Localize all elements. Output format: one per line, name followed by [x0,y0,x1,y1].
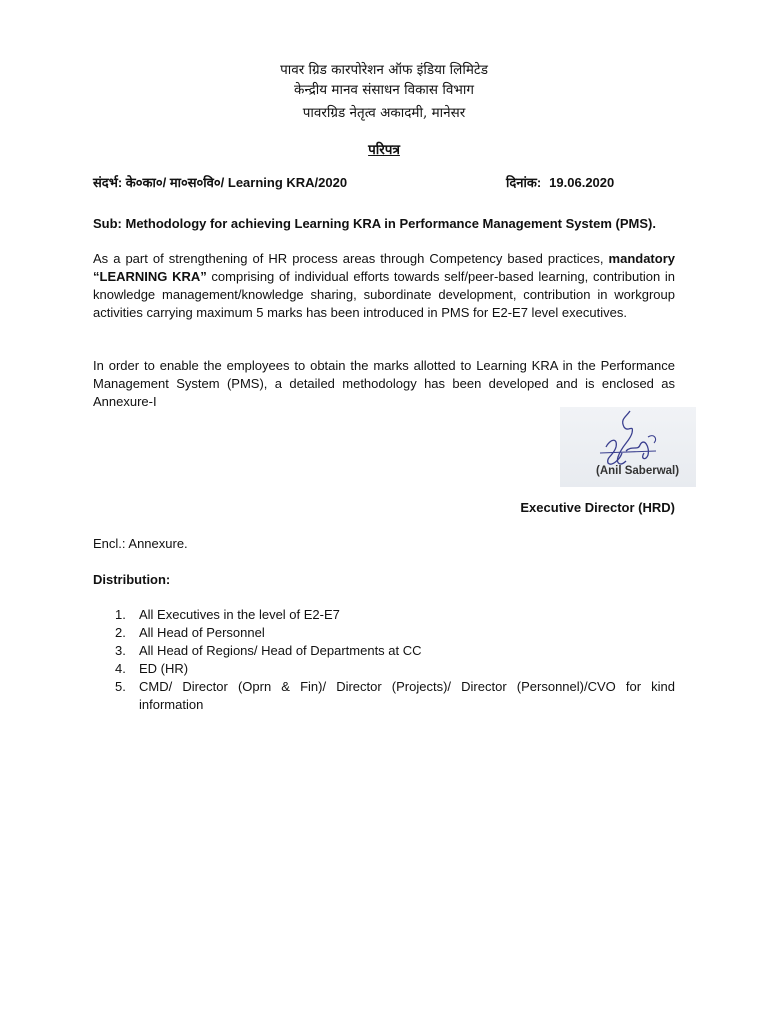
list-item-text: All Head of Regions/ Head of Departments at CC [139,643,422,658]
list-item-number: 1. [115,607,126,622]
list-item-number: 4. [115,661,126,676]
date-block [506,173,614,191]
org-name-hindi: पावर ग्रिड कारपोरेशन ऑफ इंडिया लिमिटेड [280,62,488,78]
paragraph-1-body: comprising of individual efforts towards self/peer-based learning, contribution in knowledge management/knowledge sharing, subordinate development, contribution in workgroup activities carrying maximum 5 marks has been introduced in PMS for E2-E7 level executives. [93,269,675,320]
signatory-designation: Executive Director (HRD) [520,500,675,515]
list-item-number: 2. [115,625,126,640]
list-item [93,660,675,678]
paragraph-2: In order to enable the employees to obtain the marks allotted to Learning KRA in the Performance Management System (PMS), a detailed methodology has been developed and is enclosed as Annexure-I [93,358,675,409]
list-item-text: All Executives in the level of E2-E7 [139,607,340,622]
date-value: 19.06.2020 [549,175,615,190]
department-name-hindi: केन्द्रीय मानव संसाधन विकास विभाग [294,82,474,98]
subject-line: Sub: Methodology for achieving Learning KRA in Performance Management System (PMS). [93,216,656,231]
list-item-text: CMD/ Director (Oprn & Fin)/ Director (Projects)/ Director (Personnel)/CVO for kind information [139,679,675,712]
signatory-name: (Anil Saberwal) [596,465,680,477]
enclosure-note: Encl.: Annexure. [93,536,188,551]
list-item [93,678,675,714]
distribution-heading: Distribution: [93,572,171,587]
paragraph-1-intro: As a part of strengthening of HR process areas through Competency based practices, [93,251,604,266]
list-item-text: All Head of Personnel [139,625,265,640]
reference-number: संदर्भ: के०का०/ मा०स०वि०/ Learning KRA/2020 [93,175,348,190]
list-item [93,642,675,660]
distribution-list [93,606,675,714]
circular-title-text: परिपत्र [368,142,400,158]
list-item-number: 3. [115,643,126,658]
list-item [93,606,675,624]
date-label: दिनांक: [506,175,542,190]
list-item [93,624,675,642]
list-item-text: ED (HR) [139,661,189,676]
academy-name-hindi: पावरग्रिड नेतृत्व अकादमी, मानेसर [302,105,466,121]
reference-row [93,173,676,191]
paragraph-1-bold: mandatory “LEARNING KRA” [93,251,675,284]
list-item-number: 5. [115,679,126,694]
paragraph-1 [93,250,675,322]
circular-title [0,140,768,158]
